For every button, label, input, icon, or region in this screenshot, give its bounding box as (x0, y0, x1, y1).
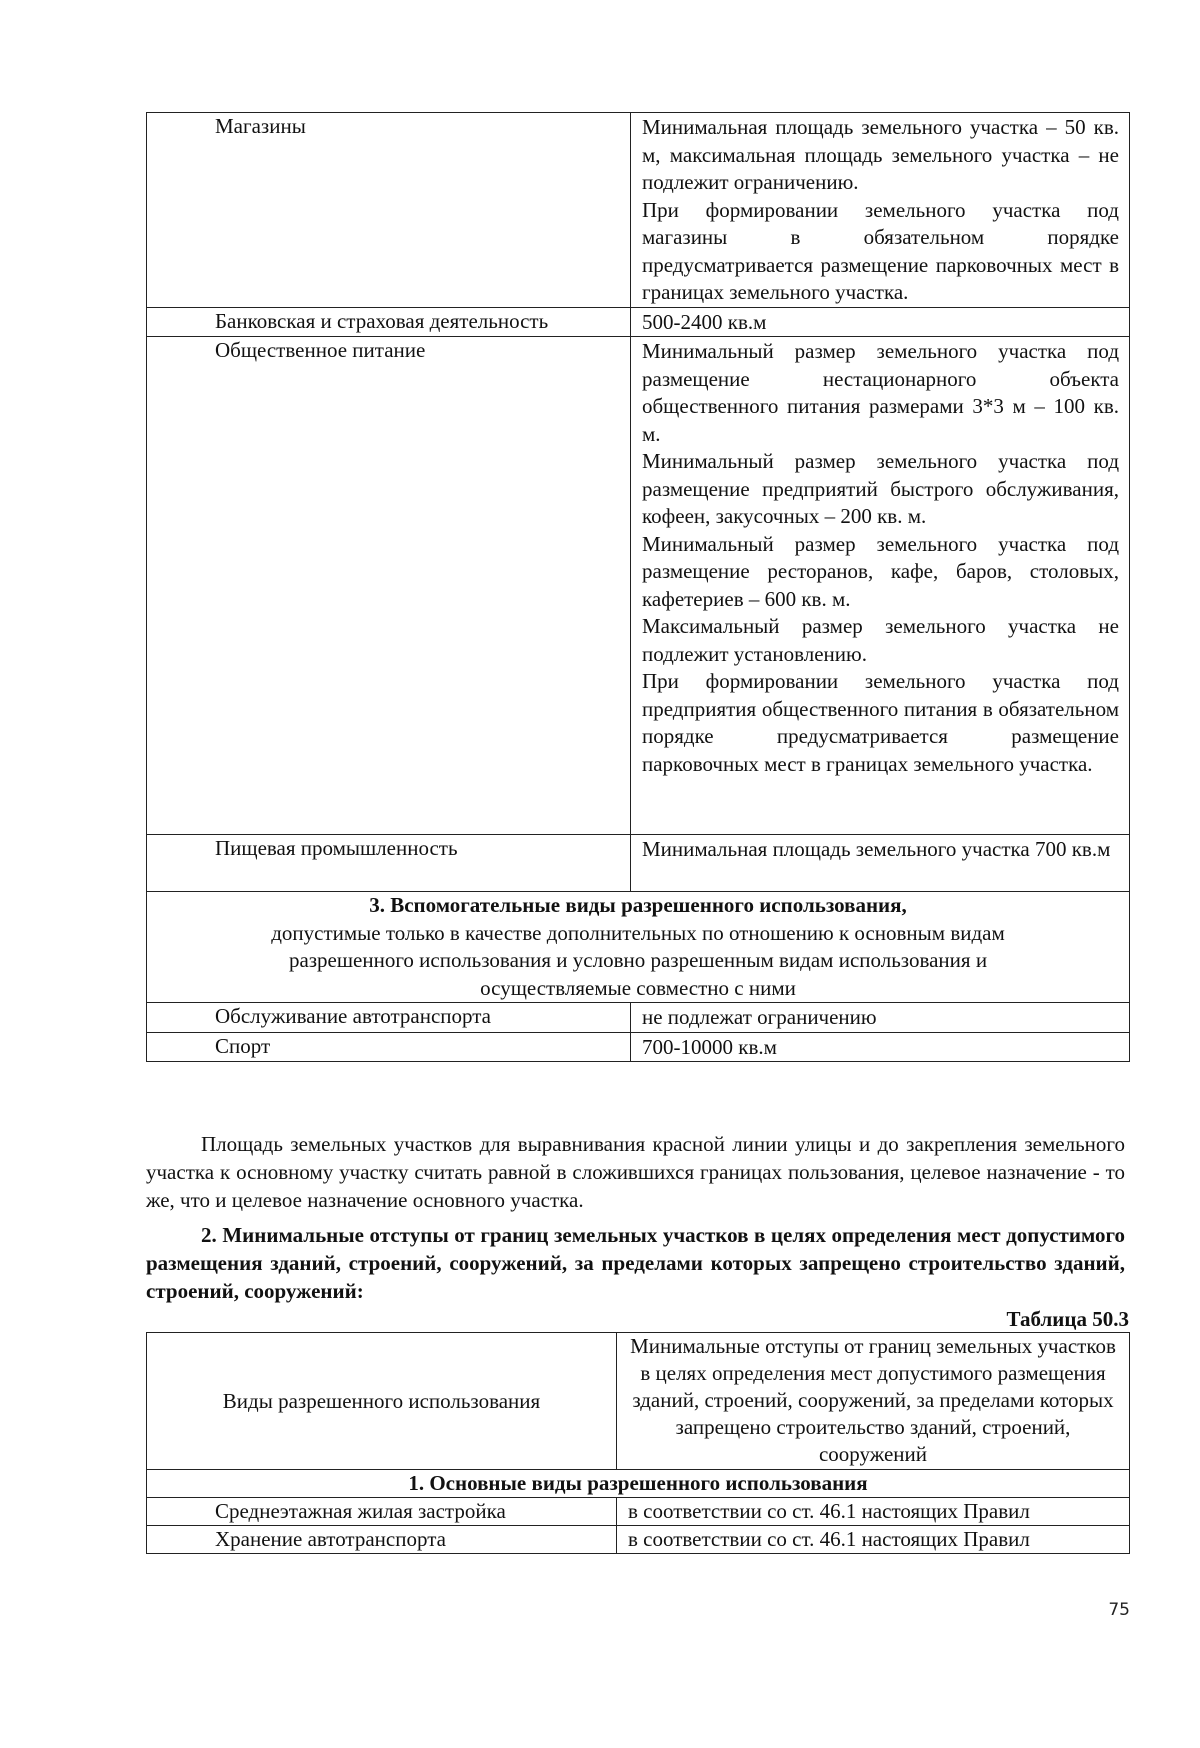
section-title: 3. Вспомогательные виды разрешенного использования, (369, 893, 907, 917)
row-value-cell (631, 113, 1130, 308)
table-row (147, 835, 1130, 892)
row-name-cell: Магазины (147, 113, 631, 308)
value-paragraph: При формировании земельного участка под магазины в обязательном порядке предусматривается размещение парковочных мест в границах земельного участка. (642, 197, 1119, 304)
area-note-paragraph: Площадь земельных участков для выравнивания красной линии улицы и до закрепления земельного участка к основному участку считать равной в сложившихся границах пользования, целевое назначение - то же, что и целевое назначение основного участка. (146, 1132, 1125, 1212)
section-header-cell (147, 892, 1130, 1003)
row-value-cell (631, 337, 1130, 835)
value-paragraph: При формировании земельного участка под предприятия общественного питания в обязательном порядке предусматривается размещение парковочных мест в границах земельного участка. (642, 669, 1119, 776)
land-use-table-continued (146, 112, 1130, 1062)
column-header-setbacks: Минимальные отступы от границ земельных участков в целях определения мест допустимого размещения зданий, строений, сооружений, за пределами которых запрещено строительство зданий, строений, сооружений (617, 1333, 1130, 1470)
value-paragraph: Минимальный размер земельного участка под размещение ресторанов, кафе, баров, столовых, кафетериев – 600 кв. м. (642, 531, 1119, 611)
table-row (147, 337, 1130, 835)
row-name-cell: Банковская и страховая деятельность (147, 307, 631, 337)
table-row (147, 1032, 1130, 1062)
row-name-cell: Хранение автотранспорта (147, 1526, 617, 1554)
row-name-cell: Пищевая промышленность (147, 835, 631, 892)
row-value-cell (631, 835, 1130, 892)
row-value-cell: в соответствии со ст. 46.1 настоящих Правил (617, 1526, 1130, 1554)
section-subtitle: допустимые только в качестве дополнительных по отношению к основным видам разрешенного использования и условно разрешенным видам использования и осуществляемые совместно с ними (271, 920, 1005, 1000)
table-row (147, 307, 1130, 337)
row-value-cell (631, 307, 1130, 337)
table-caption: Таблица 50.3 (1006, 1307, 1129, 1331)
value-paragraph: Минимальная площадь земельного участка – 50 кв. м, максимальная площадь земельного участка – не подлежит ограничению. (642, 115, 1119, 194)
value-paragraph: Минимальный размер земельного участка под размещение нестационарного объекта общественного питания размерами 3*3 м – 100 кв. м. (642, 339, 1119, 446)
row-name-cell: Общественное питание (147, 337, 631, 835)
value-paragraph: Минимальная площадь земельного участка 700 кв.м (642, 837, 1111, 861)
table-row (147, 113, 1130, 308)
section-header-row (147, 892, 1130, 1003)
table-row (147, 1003, 1130, 1033)
row-value-cell: 700-10000 кв.м (631, 1032, 1130, 1062)
row-value-cell: в соответствии со ст. 46.1 настоящих Правил (617, 1498, 1130, 1526)
page-number: 75 (1108, 1600, 1130, 1620)
value-paragraph: Максимальный размер земельного участка не подлежит установлению. (642, 614, 1119, 666)
row-value-cell: не подлежат ограничению (631, 1003, 1130, 1033)
section-header-row (147, 1470, 1130, 1498)
table-row (147, 1526, 1130, 1554)
table-row (147, 1498, 1130, 1526)
table-header-row (147, 1333, 1130, 1470)
value-paragraph: Минимальный размер земельного участка под размещение предприятий быстрого обслуживания, кофеен, закусочных – 200 кв. м. (642, 449, 1119, 528)
row-name-cell: Обслуживание автотранспорта (147, 1003, 631, 1033)
row-name-cell: Спорт (147, 1032, 631, 1062)
column-header-use-types: Виды разрешенного использования (147, 1333, 617, 1470)
value-paragraph: 500-2400 кв.м (642, 309, 767, 334)
section-heading: 2. Минимальные отступы от границ земельных участков в целях определения мест допустимого размещения зданий, строений, сооружений, за пределами которых запрещено строительство зданий, строений, сооружений: (146, 1223, 1125, 1303)
setback-table (146, 1332, 1130, 1554)
section-header-cell: 1. Основные виды разрешенного использования (147, 1470, 1130, 1498)
row-name-cell: Среднеэтажная жилая застройка (147, 1498, 617, 1526)
